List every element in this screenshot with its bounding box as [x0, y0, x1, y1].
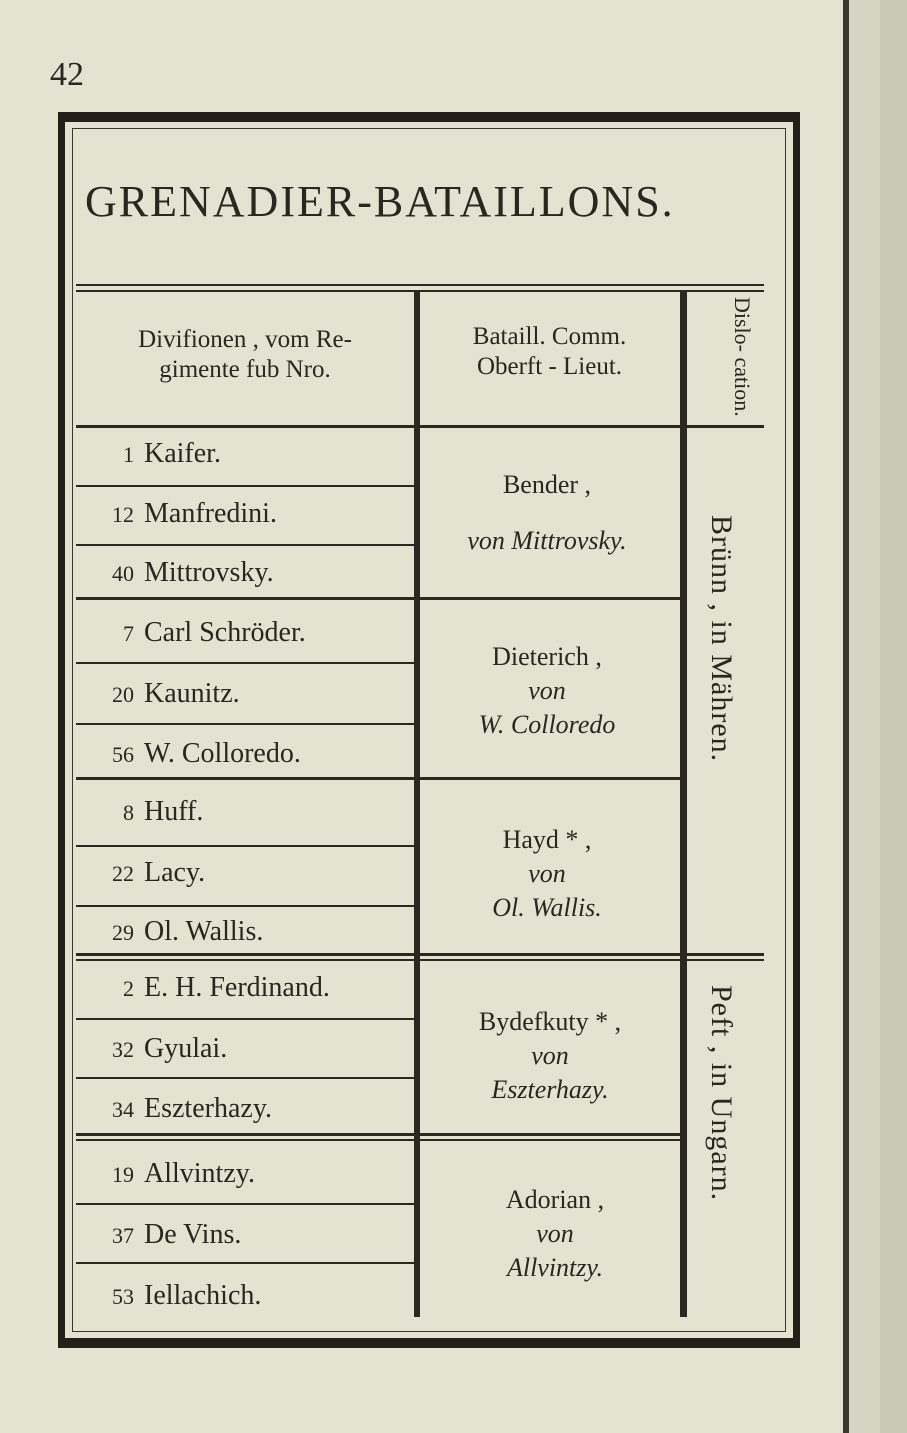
regiment-name: Kaunitz. [144, 678, 240, 709]
regiment-number: 1 [123, 442, 134, 467]
regiment-row [82, 1280, 412, 1312]
column-divider-1 [414, 292, 420, 1317]
battalion-commander [422, 468, 672, 558]
regiment-number: 8 [123, 800, 134, 825]
row-rule [76, 1077, 414, 1079]
regiment-row [82, 498, 412, 530]
row-rule [76, 1203, 414, 1205]
header-top-rule-2 [76, 290, 764, 292]
regiment-name: Kaifer. [144, 438, 221, 469]
regiment-name: E. H. Ferdinand. [144, 972, 330, 1003]
battalion-commander [425, 1005, 675, 1107]
commander-von: von [531, 1041, 569, 1070]
commander-von-name: Allvintzy. [506, 1253, 604, 1282]
battalion-commander [430, 1183, 680, 1285]
regiment-row [82, 972, 412, 1004]
page-title: GRENADIER-BATAILLONS. [85, 177, 675, 226]
book-spine [843, 0, 849, 1433]
commander-name: Dieterich , [492, 642, 602, 671]
battalion-commander [422, 823, 672, 925]
commander-von: von [528, 676, 566, 705]
commander-name: Adorian , [505, 1185, 605, 1214]
regiment-name: Lacy. [144, 857, 206, 888]
regiment-name: Carl Schröder. [144, 617, 306, 648]
regiment-number: 40 [112, 561, 134, 586]
regiment-number: 7 [123, 621, 134, 646]
header-divisions-line-2: gimente fub Nro. [159, 356, 331, 383]
regiment-row [82, 857, 412, 889]
regiment-row [82, 1219, 412, 1251]
header-divisions-line-1: Divifionen , vom Re- [138, 326, 352, 353]
header-commander-line-2: Oberft - Lieut. [476, 353, 623, 380]
header-dislocation-line-1: Dislo- [730, 297, 755, 353]
regiment-row [82, 557, 412, 589]
page-edge-shadow [880, 0, 907, 1433]
commander-von-name: Eszterhazy. [491, 1075, 609, 1104]
regiment-number: 12 [112, 502, 134, 527]
group-separator [76, 777, 680, 780]
commander-von-name: W. Colloredo [478, 710, 616, 739]
row-rule [76, 723, 414, 725]
regiment-name: W. Colloredo. [144, 738, 301, 769]
header-dislocation [695, 297, 755, 417]
column-divider-2 [680, 292, 687, 1317]
row-rule [76, 485, 414, 487]
regiment-name: Mittrovsky. [144, 557, 274, 588]
regiment-name: Huff. [144, 796, 204, 827]
regiment-name: Allvintzy. [144, 1158, 255, 1189]
row-rule [76, 845, 414, 847]
regiment-row [82, 796, 412, 828]
group-separator [76, 597, 680, 600]
regiment-row [82, 617, 412, 649]
row-rule [76, 544, 414, 546]
commander-name: Bydefkuty * , [478, 1007, 622, 1036]
regiment-row [82, 916, 412, 948]
regiment-number: 34 [112, 1097, 134, 1122]
regiment-row [82, 1158, 412, 1190]
regiment-row [82, 678, 412, 710]
battalion-commander [422, 640, 672, 742]
page-number: 42 [50, 56, 84, 93]
regiment-row [82, 438, 412, 470]
regiment-number: 19 [112, 1162, 134, 1187]
group-separator [76, 959, 764, 961]
commander-von: von Mittrovsky. [467, 526, 627, 555]
regiment-number: 37 [112, 1223, 134, 1248]
location-pest: Peft , in Ungarn. [705, 985, 738, 1202]
group-separator [76, 953, 764, 956]
commander-name: Bender , [502, 470, 592, 499]
header-bottom-rule [76, 425, 764, 428]
regiment-name: Gyulai. [144, 1033, 228, 1064]
location-bruenn: Brünn , in Mähren. [705, 515, 738, 763]
regiment-number: 20 [112, 682, 134, 707]
regiment-name: Eszterhazy. [144, 1093, 272, 1124]
commander-name: Hayd * , [502, 825, 592, 854]
regiment-name: De Vins. [144, 1219, 242, 1250]
header-top-rule [76, 284, 764, 286]
regiment-row [82, 1033, 412, 1065]
group-separator [76, 1139, 680, 1141]
header-dislocation-line-2: cation. [730, 357, 755, 417]
regiment-row [82, 1093, 412, 1125]
regiment-number: 29 [112, 920, 134, 945]
row-rule [76, 905, 414, 907]
row-rule [76, 662, 414, 664]
regiment-number: 2 [123, 976, 134, 1001]
header-commander [422, 322, 677, 382]
row-rule [76, 1018, 414, 1020]
group-separator [76, 1133, 680, 1136]
regiment-number: 32 [112, 1037, 134, 1062]
commander-von: von [528, 859, 566, 888]
regiment-row [82, 738, 412, 770]
regiment-name: Manfredini. [144, 498, 277, 529]
regiment-name: Ol. Wallis. [144, 916, 264, 947]
header-commander-line-1: Bataill. Comm. [472, 323, 627, 350]
commander-von-name: Ol. Wallis. [492, 893, 602, 922]
commander-von: von [536, 1219, 574, 1248]
header-divisions [80, 325, 410, 385]
regiment-number: 56 [112, 742, 134, 767]
row-rule [76, 1262, 414, 1264]
regiment-name: Iellachich. [144, 1280, 262, 1311]
regiment-number: 53 [112, 1284, 134, 1309]
regiment-number: 22 [112, 861, 134, 886]
